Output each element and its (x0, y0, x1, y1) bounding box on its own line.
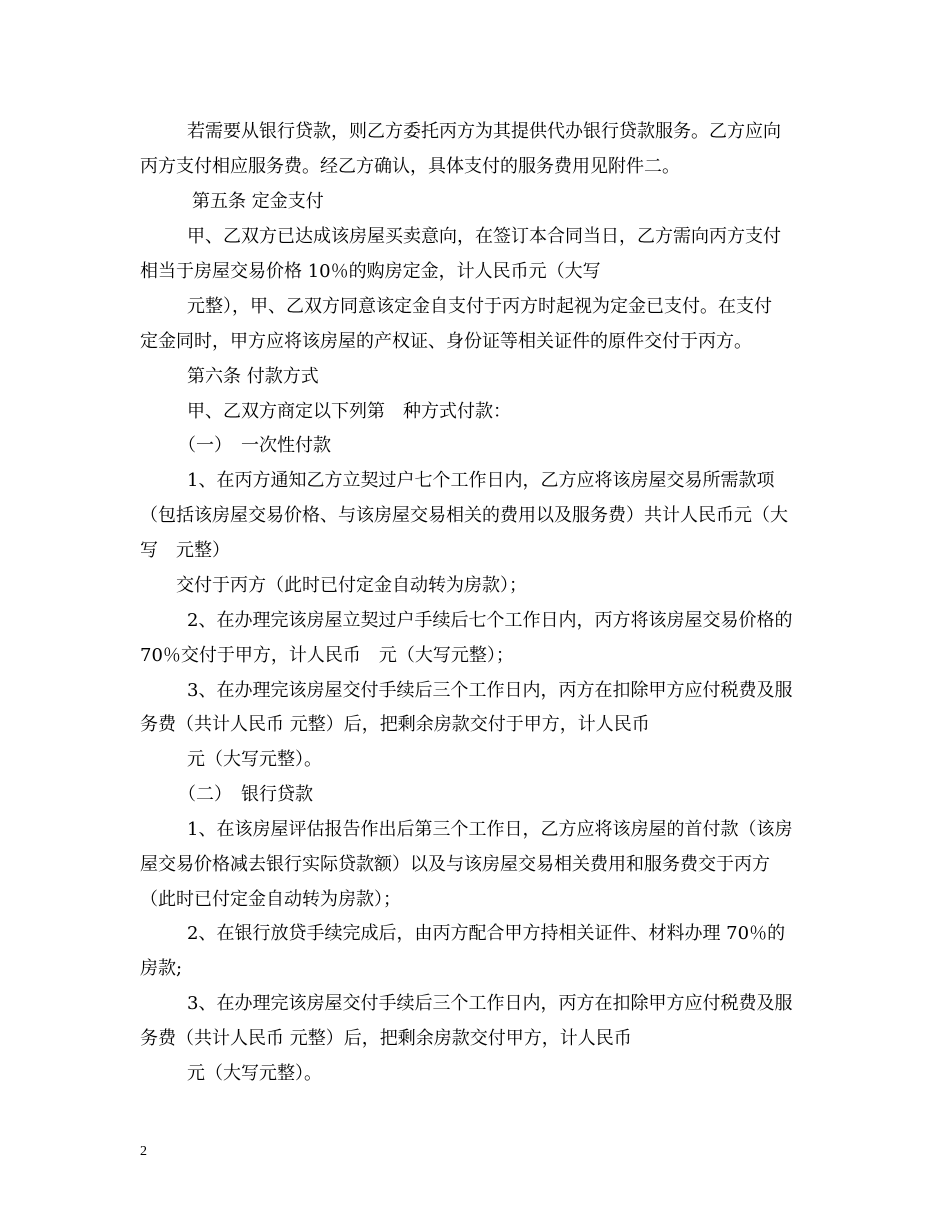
text-line: 交付于丙方（此时已付定金自动转为房款）； (176, 575, 527, 596)
section-heading: 第六条 付款方式 (187, 366, 319, 387)
page-number: 2 (140, 1144, 147, 1159)
text-line: （包括该房屋交易价格、与该房屋交易相关的费用以及服务费）共计人民币元（大 (140, 505, 788, 526)
text-line: 丙方支付相应服务费。经乙方确认，具体支付的服务费用见附件二。 (140, 156, 680, 177)
section-heading: 第五条 定金支付 (192, 191, 324, 212)
text-line: 2、在银行放贷手续完成后，由丙方配合甲方持相关证件、材料办理 70％的 (187, 923, 786, 944)
text-line: 甲、乙双方已达成该房屋买卖意向，在签订本合同当日，乙方需向丙方支付 (187, 226, 781, 247)
text-line: 2、在办理完该房屋立契过户手续后七个工作日内，丙方将该房屋交易价格的 (187, 610, 793, 631)
text-line: 元（大写元整）。 (187, 749, 322, 770)
text-line: 1、在丙方通知乙方立契过户七个工作日内，乙方应将该房屋交易所需款项 (187, 470, 775, 491)
text-line: 70％交付于甲方，计人民币 元（大写元整）； (140, 645, 514, 666)
subsection-heading: （二） 银行贷款 (178, 784, 313, 805)
text-line: 元整），甲、乙双方同意该定金自支付于丙方时起视为定金已支付。在支付 (187, 296, 772, 317)
text-line: （此时已付定金自动转为房款）； (140, 889, 401, 910)
text-line: 务费（共计人民币 元整）后，把剩余房款交付于甲方，计人民币 (140, 714, 650, 735)
text-line: 元（大写元整）。 (187, 1063, 322, 1084)
text-line: 1、在该房屋评估报告作出后第三个工作日，乙方应将该房屋的首付款（该房 (187, 819, 793, 840)
text-line: 相当于房屋交易价格 10％的购房定金，计人民币元（大写 (140, 261, 601, 282)
text-line: 3、在办理完该房屋交付手续后三个工作日内，丙方在扣除甲方应付税费及服 (187, 680, 793, 701)
text-line: 屋交易价格减去银行实际贷款额）以及与该房屋交易相关费用和服务费交于丙方 (140, 854, 770, 875)
text-line: 若需要从银行贷款，则乙方委托丙方为其提供代办银行贷款服务。乙方应向 (187, 121, 781, 142)
text-line: 定金同时，甲方应将该房屋的产权证、身份证等相关证件的原件交付于丙方。 (140, 331, 752, 352)
text-line: 务费（共计人民币 元整）后，把剩余房款交付甲方，计人民币 (140, 1028, 632, 1049)
subsection-heading: （一） 一次性付款 (178, 435, 331, 456)
text-line: 房款; (140, 958, 183, 979)
text-line: 写 元整） (140, 540, 230, 561)
text-line: 3、在办理完该房屋交付手续后三个工作日内，丙方在扣除甲方应付税费及服 (187, 993, 793, 1014)
text-line: 甲、乙双方商定以下列第 种方式付款： (187, 401, 511, 422)
